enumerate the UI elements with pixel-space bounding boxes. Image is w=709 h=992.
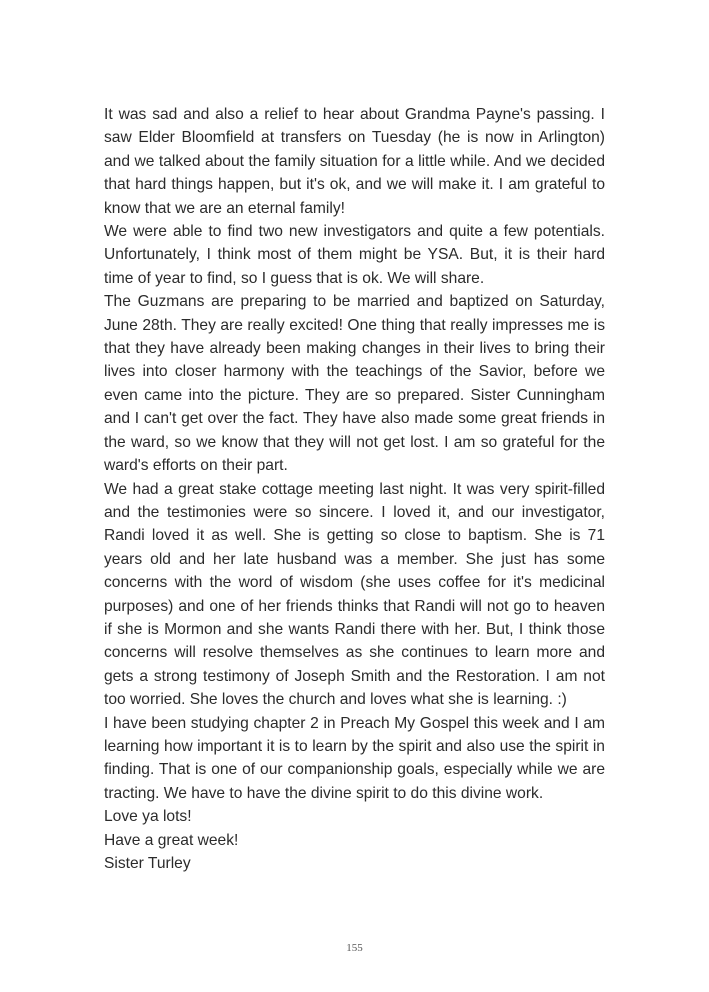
signature: Sister Turley <box>104 855 191 872</box>
paragraph-cottage-meeting: We had a great stake cottage meeting last night. It was very spirit-filled and the testimonies were so sincere. I loved it, and our investigator, Randi loved it as well. She is getting so close to baptism. She is 71 years old and her late husband was a member. She just has some concerns with the word of wisdom (she uses coffee for it's medicinal purposes) and one of her friends thinks that Randi will not go to heaven if she is Mormon and she wants Randi there with her. But, I think those concerns will resolve themselves as she continues to learn more and gets a strong testimony of Joseph Smith and the Restoration. I am not too worried. She loves the church and loves what she is learning. :) <box>104 480 605 709</box>
letter-body <box>104 103 605 875</box>
closing-love: Love ya lots! <box>104 808 192 826</box>
paragraph-investigators: We were able to find two new investigators and quite a few potentials. Unfortunately, I think most of them might be YSA. But, it is their hard time of year to find, so I guess that is ok. We will share. <box>104 223 605 287</box>
page-number: 155 <box>346 942 363 954</box>
closing-great-week: Have a great week! <box>104 831 239 849</box>
paragraph-preach-my-gospel: I have been studying chapter 2 in Preach My Gospel this week and I am learning how important it is to learn by the spirit and also use the spirit in finding. That is one of our companionship goals, especially while we are tracting. We have to have the divine spirit to do this divine work. <box>104 714 605 802</box>
paragraph-grandma-payne: It was sad and also a relief to hear about Grandma Payne's passing. I saw Elder Bloomfield at transfers on Tuesday (he is now in Arlington) and we talked about the family situation for a little while. And we decided that hard things happen, but it's ok, and we will make it. I am grateful to know that we are an eternal family! <box>104 106 605 217</box>
paragraph-guzmans: The Guzmans are preparing to be married and baptized on Saturday, June 28th. They are really excited! One thing that really impresses me is that they have already been making changes in their lives to bring their lives into closer harmony with the teachings of the Savior, before we even came into the picture. They are so prepared. Sister Cunningham and I can't get over the fact. They have also made some great friends in the ward, so we know that they will not get lost. I am so grateful for the ward's efforts on their part. <box>104 293 605 475</box>
